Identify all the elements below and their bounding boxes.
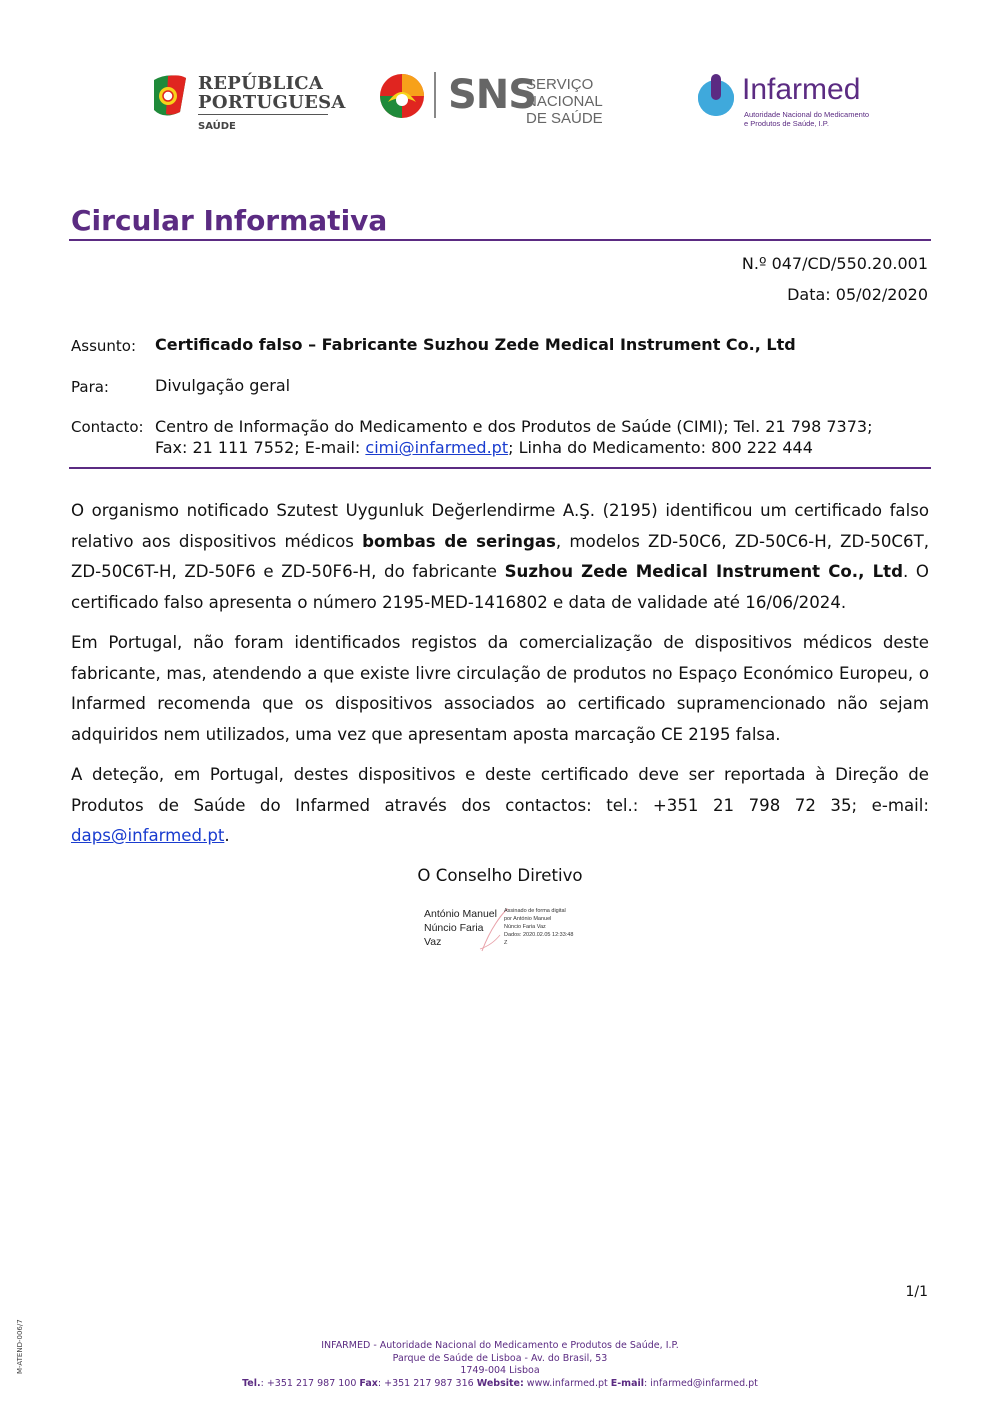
paragraph-3: A deteção, em Portugal, destes dispositivos e deste certificado deve ser reportada à Direção de Produtos de Saúde do Infarmed através dos contactos: tel.: +351 21 798 72 35; e-mail: daps@infarmed.pt. [71,765,929,845]
signature-info-4: Dados: 2020.02.05 12:33:48 [504,932,574,938]
footer-line1: INFARMED - Autoridade Nacional do Medicamento e Produtos de Saúde, I.P. [321,1340,679,1351]
signature-info-1: Assinado de forma digital [504,908,566,914]
sns-line2: DE SAÚDE [526,110,603,127]
portugal-emblem-icon [150,72,190,120]
signoff: O Conselho Diretivo [417,866,583,885]
header-divider [69,467,931,469]
circular-number: N.º 047/CD/550.20.001 [741,254,928,273]
digital-signature [424,905,584,955]
infarmed-sub1: Autoridade Nacional do Medicamento [744,110,870,119]
paragraph-2: Em Portugal, não foram identificados registos da comercialização de dispositivos médicos deste fabricante, mas, atendendo a que existe livre circulação de produtos no Espaço Económico Europeu, o Infarmed recomenda que os dispositivos associados ao certificado supramencionado não sejam adquiridos nem utilizados, uma vez que apresentam aposta marcação CE 2195 falsa. [71,633,929,744]
contacto-value [155,416,872,458]
signature-name-1: António Manuel [424,908,497,920]
para-label: Para: [71,378,109,396]
page-number: 1/1 [905,1284,928,1300]
daps-email-link[interactable]: daps@infarmed.pt [71,826,225,845]
republica-line1: REPÚBLICA [198,73,324,94]
sns-logo [378,72,648,127]
contacto-line2: Fax: 21 111 7552; E-mail: cimi@infarmed.pt; Linha do Medicamento: 800 222 444 [155,438,813,457]
infarmed-logo [694,74,874,134]
footer-contacts: Tel.: +351 217 987 100 Fax: +351 217 987 316 Website: www.infarmed.pt E-mail: infarmed@infarmed.pt [242,1377,758,1389]
footer-line2: Parque de Saúde de Lisboa - Av. do Brasil, 53 [392,1352,608,1364]
contacto-line1: Centro de Informação do Medicamento e dos Produtos de Saúde (CIMI); Tel. 21 798 7373; [155,417,873,436]
infarmed-emblem-icon [694,74,738,118]
footer-line3: 1749-004 Lisboa [460,1365,540,1376]
sns-line1: SERVIÇO NACIONAL [526,76,603,110]
paragraph-1: O organismo notificado Szutest Uygunluk Değerlendirme A.Ş. (2195) identificou um certificado falso relativo aos dispositivos médicos bombas de seringas, modelos ZD-50C6, ZD-50C6-H, ZD-50C6T, ZD-50C6T-H, ZD-50F6 e ZD-50F6-H, do fabricante Suzhou Zede Medical Instrument Co., Ltd. O certificado falso apresenta o número 2195-MED-1416802 e data de validade até 16/06/2024. [71,501,929,612]
assunto-value: Certificado falso – Fabricante Suzhou Zede Medical Instrument Co., Ltd [155,335,796,354]
signature-info-5: Z [504,940,508,946]
bold-devices: bombas de seringas [362,531,556,551]
sns-divider [434,72,436,118]
infarmed-sub2: e Produtos de Saúde, I.P. [744,119,829,128]
page-title: Circular Informativa [71,204,388,237]
infarmed-name: Infarmed [742,73,861,106]
republica-divider [198,114,328,115]
sns-abbr: SNS [448,72,537,118]
contacto-label: Contacto: [71,418,144,436]
sns-emblem-icon [378,72,426,120]
body-text [71,496,929,862]
signature-name-2: Núncio Faria [424,922,484,934]
footer [0,1340,1000,1390]
signature-info-2: por António Manuel [504,916,552,922]
document-code: M-ATEND-006/7 [16,1319,24,1374]
republica-portuguesa-logo [150,72,346,134]
signature-info-3: Núncio Faria Vaz [504,924,546,930]
republica-line2: PORTUGUESA [198,92,346,113]
bold-manufacturer: Suzhou Zede Medical Instrument Co., Ltd [504,562,903,581]
cimi-email-link[interactable]: cimi@infarmed.pt [365,438,509,457]
republica-saude: SAÚDE [198,121,236,132]
signature-name-3: Vaz [424,936,442,948]
assunto-label: Assunto: [71,337,137,355]
circular-date: Data: 05/02/2020 [787,285,928,304]
title-divider [69,239,931,241]
para-value: Divulgação geral [155,376,291,395]
